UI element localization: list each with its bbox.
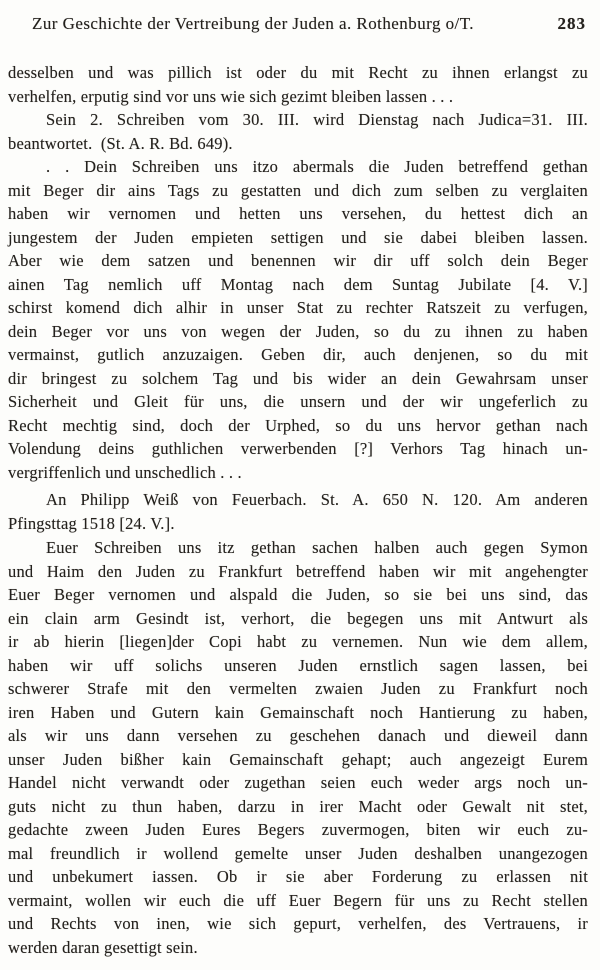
text-line: Handel nicht verwandt oder zugethan seien euch weder args noch un- [8,773,588,792]
text-line: Sicherheit und Gleit für uns, die unsern und der wir ungeferlich zu [8,392,588,411]
text-line: mal freundlich ir wollend gemelte unser Juden deshalben unangezogen [8,843,588,863]
text-line: beantwortet. (St. A. R. Bd. 649). [8,133,233,153]
text-line: Euer Schreiben uns itz gethan sachen halben auch gegen Symon [46,538,588,557]
text-line: . . Dein Schreiben uns itzo abermals die Juden betreffend gethan [46,157,588,176]
text-line: und Haim den Juden zu Frankfurt betreffend haben wir mit angehengter [8,561,588,581]
text-line: Sein 2. Schreiben vom 30. III. wird Dienstag nach Judica=31. III. [46,110,588,129]
text-line: verhelfen, erputig sind vor uns wie sich gezimt bleiben lassen . . . [8,86,454,106]
text-line: dein Beger vor uns von wegen der Juden, so du zu ihnen zu haben [8,321,588,341]
paragraph [8,61,588,108]
text-line: Aber wie dem satzen und benennen wir dir uff solch dein Beger [8,251,588,270]
text-line: gedachte zween Juden Eures Begers zuvermogen, biten wir euch zu- [8,820,588,839]
text-line: Pfingsttag 1518 [24. V.]. [8,513,175,533]
text-line: werden daran gesettigt sein. [8,937,198,957]
text-line: jungestem der Juden empieten settigen und sie dabei bleiben lassen. [8,227,588,247]
text-line: vergriffenlich und unschedlich . . . [8,462,242,482]
text-line: als wir uns dann versehen zu geschehen danach und dieweil dann [8,726,588,745]
text-line: iren Haben und Gutern kain Gemainschaft noch Hantierung zu haben, [8,702,588,722]
text-line: und unbekumert iassen. Ob ir sie aber Forderung zu erlassen nit [8,867,588,886]
text-line: ein clain arm Gesindt ist, verhort, die begegen uns mit Antwurt als [8,608,588,628]
text-line: Recht mechtig sind, doch der Urphed, so du uns hervor gethan nach [8,415,588,435]
page-number: 283 [557,14,586,33]
running-head-title: Zur Geschichte der Vertreibung der Juden a. Rothenburg o/T. [32,14,474,33]
text-line: und Rechts von inen, wie sich gepurt, verhelfen, des Vertrauens, ir [8,914,588,933]
text-line: guts nicht zu thun haben, darzu in irer Macht oder Gewalt nit stet, [8,796,588,816]
text-line: schirst komend dich alhir in unser Stat zu rechter Ratszeit zu verfugen, [8,298,588,317]
text-line: ainen Tag nemlich uff Montag nach dem Suntag Jubilate [4. V.] [8,274,588,294]
paragraph [8,488,588,535]
paragraph [8,155,588,484]
running-head [0,0,600,34]
text-line: desselben und was pillich ist oder du mit Recht zu ihnen erlangst zu [8,63,588,82]
text-line: unser Juden bißher kain Gemainschaft gehapt; auch angezeigt Eurem [8,749,588,769]
page-body [0,34,600,959]
text-line: dir bringest zu solchem Tag und bis wider an dein Gewahrsam unser [8,368,588,388]
text-line: haben wir uff solichs unseren Juden ernstlich sagen lassen, bei [8,655,588,675]
text-line: mit Beger dir ains Tags zu gestatten und dich zum selben zu verglaiten [8,180,588,200]
text-line: ir ab hierin [liegen]der Copi habt zu vernemen. Nun wie dem allem, [8,632,588,651]
text-line: vermaint, wollen wir euch die uff Euer Begern für uns zu Recht stellen [8,890,588,910]
text-line: Volendung deins guthlichen verwerbenden [?] Verhors Tag hinach un- [8,439,588,458]
paragraph [8,108,588,155]
text-line: Euer Beger vernomen und alspald die Juden, so sie bei uns sind, das [8,585,588,604]
text-line: schwerer Strafe mit den vermelten zwaien Juden zu Frankfurt noch [8,679,588,698]
text-line: vermainst, gutlich anzuzaigen. Geben dir, auch denjenen, so du mit [8,345,588,364]
text-line: An Philipp Weiß von Feuerbach. St. A. 650 N. 120. Am anderen [46,490,588,509]
text-line: haben wir vernomen und hetten uns versehen, du hettest dich an [8,204,588,223]
paragraph [8,536,588,959]
